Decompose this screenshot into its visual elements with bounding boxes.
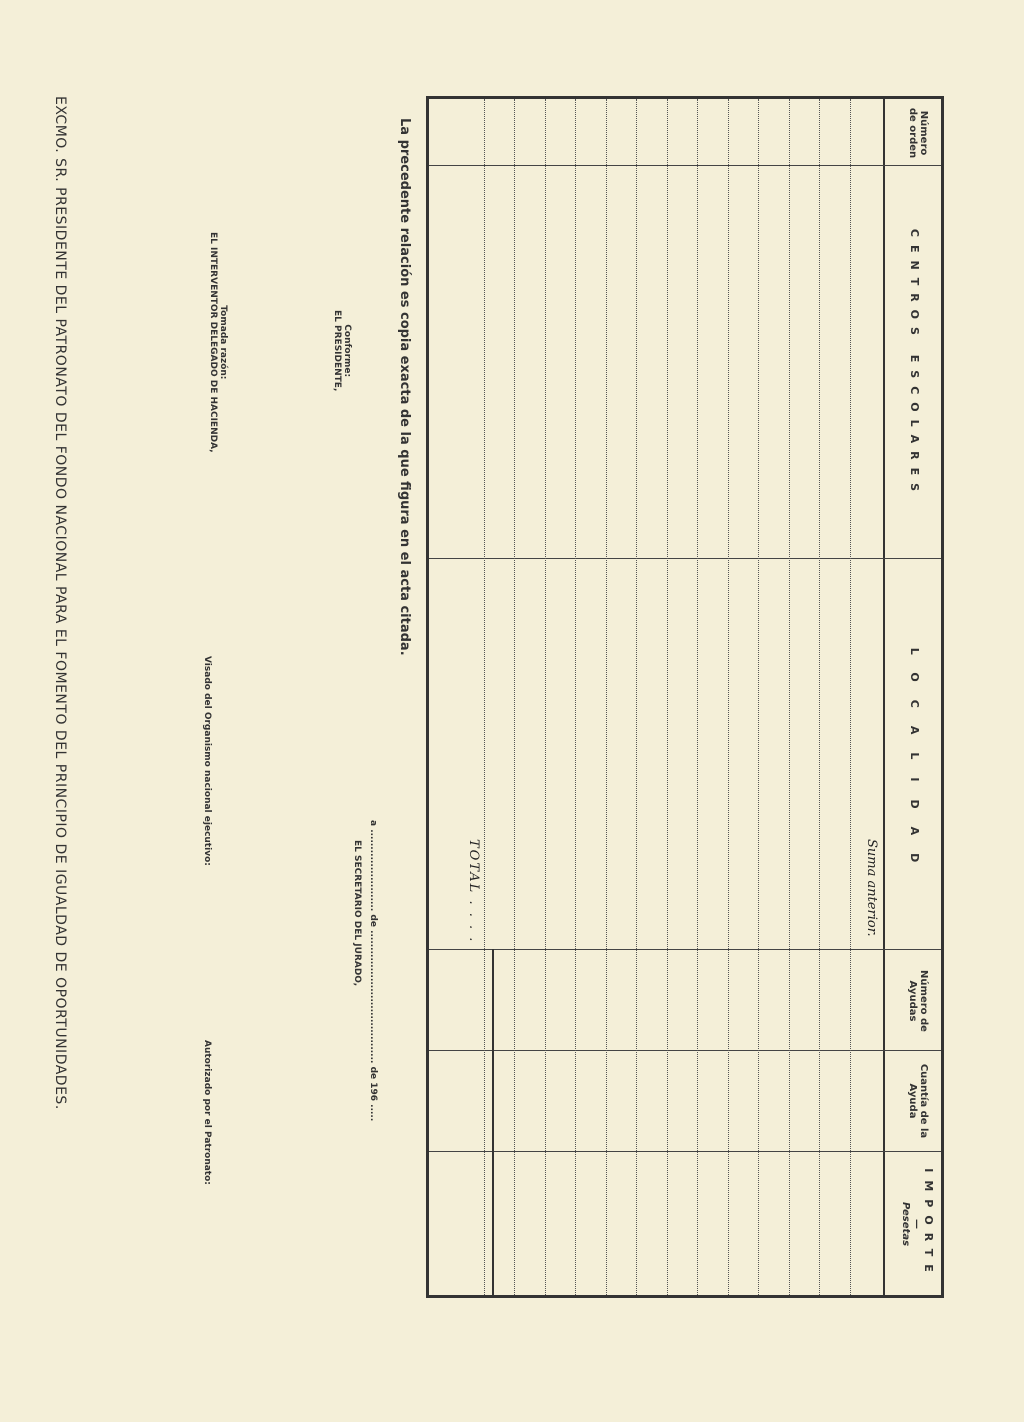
importe-sub: Pesetas <box>900 1201 911 1247</box>
importe-dash: — <box>911 1219 922 1229</box>
date-a: a <box>368 820 378 827</box>
table-row-line <box>606 99 607 1295</box>
visado: Visado del Organismo nacional ejecutivo: <box>202 656 212 866</box>
autorizado: Autorizado por el Patronato: <box>202 1040 212 1185</box>
table-row-line <box>759 99 760 1295</box>
table-row-line <box>484 99 485 1295</box>
header-numero-orden: Número de orden <box>907 107 929 159</box>
total-label: TOTAL . . . . <box>466 839 481 944</box>
tomada-block <box>208 232 228 453</box>
table-row-line <box>728 99 729 1295</box>
secretario: EL SECRETARIO DEL JURADO, <box>352 840 362 987</box>
header-separator <box>883 99 885 1295</box>
table-row-line <box>789 99 790 1295</box>
col-divider <box>429 558 941 559</box>
header-numero-ayudas: Número de Ayudas <box>907 970 929 1032</box>
table-row-line <box>515 99 516 1295</box>
col-divider <box>429 949 941 950</box>
header-cuantia: Cuantía de la Ayuda <box>907 1063 929 1139</box>
header-importe <box>900 1159 935 1289</box>
conforme-block <box>332 310 352 391</box>
interventor: EL INTERVENTOR DELEGADO DE HACIENDA, <box>208 232 218 453</box>
table-row-line <box>576 99 577 1295</box>
conforme: Conforme: <box>342 324 352 378</box>
header-centros-escolares: CENTROS ESCOLARES <box>908 228 921 500</box>
col-divider <box>429 1151 941 1152</box>
addressee: EXCMO. SR. PRESIDENTE DEL PATRONATO DEL FONDO NACIONAL PARA EL FOMENTO DEL PRINCIPIO DE IGUALDAD DE OPORTUNIDADES. <box>52 96 68 1110</box>
table-row-line <box>667 99 668 1295</box>
col-divider <box>429 1050 941 1051</box>
date-line: a ........................ de ....................................... de 196 ..... <box>368 820 378 1122</box>
presidente: EL PRESIDENTE, <box>332 310 342 392</box>
suma-anterior: Suma anterior. <box>864 839 879 937</box>
date-196: de 196 <box>368 1066 378 1102</box>
table-row-line <box>698 99 699 1295</box>
table-row-line <box>850 99 851 1295</box>
relation-table <box>426 96 944 1298</box>
table-row-line <box>820 99 821 1295</box>
importe-title: IMPORTE <box>922 1168 935 1280</box>
date-de: de <box>368 914 378 927</box>
tomada: Tomada razón: <box>218 305 228 380</box>
table-row-line <box>637 99 638 1295</box>
table-row-line <box>545 99 546 1295</box>
cert-statement: La precedente relación es copia exacta de la que figura en el acta citada. <box>397 118 412 656</box>
total-separator <box>492 949 494 1295</box>
col-divider <box>429 165 941 166</box>
header-localidad: LOCALIDAD <box>908 647 921 881</box>
